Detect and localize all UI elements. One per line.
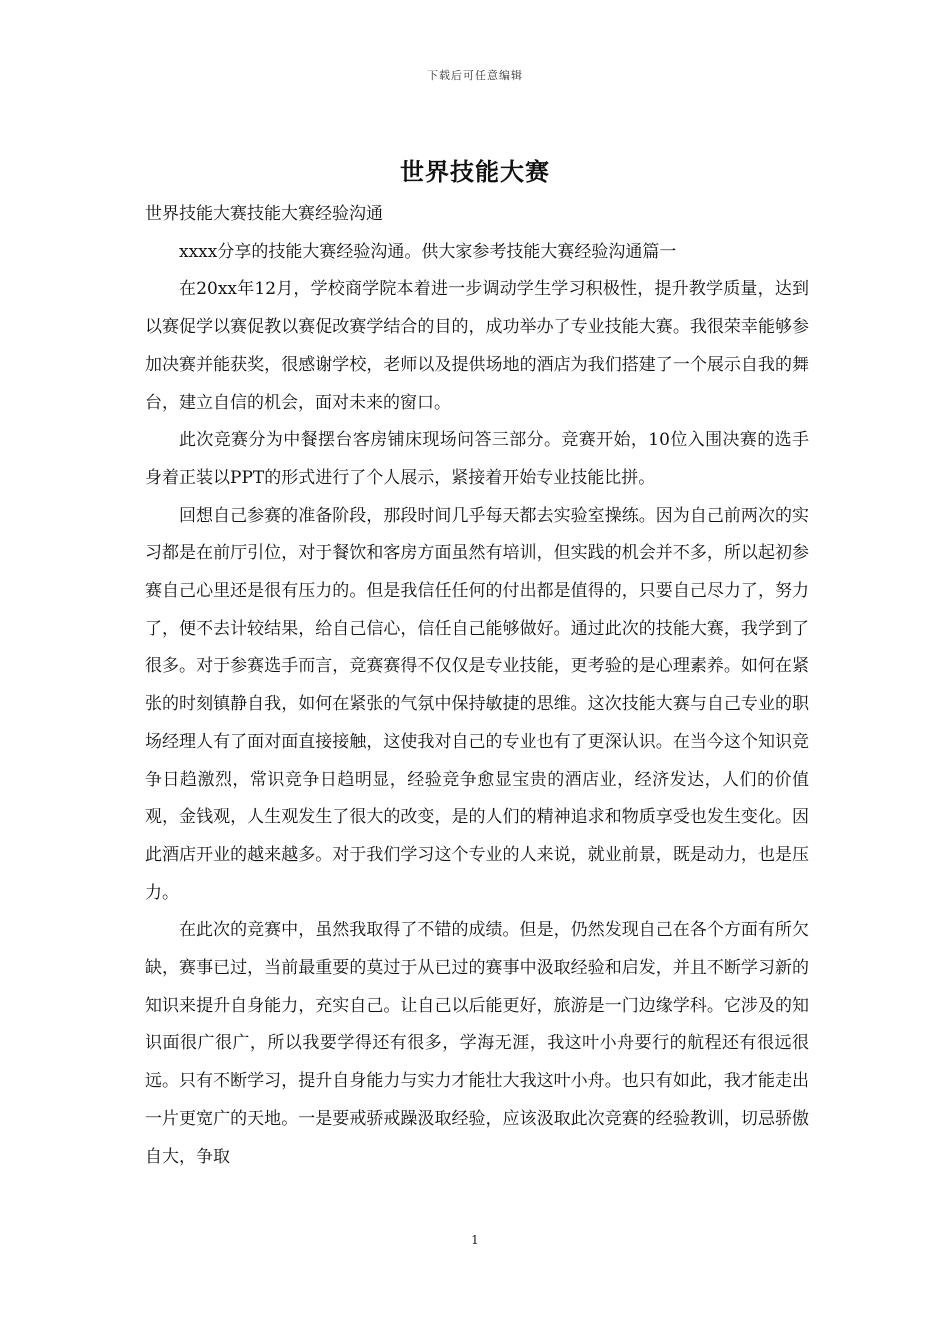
document-subtitle: 世界技能大赛技能大赛经验沟通 [145, 204, 383, 224]
document-body [145, 196, 809, 1176]
paragraph-event: 在20xx年12月，学校商学院本着进一步调动学生学习积极性，提升教学质量，达到以赛促学以赛促教以赛促改赛学结合的目的，成功举办了专业技能大赛。我很荣幸能够参加决赛并能获奖，很感谢学校，老师以及提供场地的酒店为我们搭建了一个展示自我的舞台，建立自信的机会，面对未来的窗口。 [145, 279, 809, 413]
header-note: 下载后可任意编辑 [427, 69, 523, 82]
page-number: 1 [471, 1233, 479, 1247]
document-title: 世界技能大赛 [400, 157, 550, 186]
paragraph-competition: 此次竞赛分为中餐摆台客房铺床现场问答三部分。竞赛开始，10位入围决赛的选手身着正装以PPT的形式进行了个人展示，紧接着开始专业技能比拼。 [145, 430, 809, 488]
paragraph-reflection: 在此次的竞赛中，虽然我取得了不错的成绩。但是，仍然发现自己在各个方面有所欠缺，赛事已过，当前最重要的莫过于从已过的赛事中汲取经验和启发，并且不断学习新的知识来提升自身能力，充实自己。让自己以后能更好，旅游是一门边缘学科。它涉及的知识面很广很广，所以我要学得还有很多，学海无涯，我这叶小舟要行的航程还有很远很远。只有不断学习，提升自身能力与实力才能壮大我这叶小舟。也只有如此，我才能走出一片更宽广的天地。一是要戒骄戒躁汲取经验，应该汲取此次竞赛的经验教训，切忌骄傲自大，争取 [145, 920, 809, 1167]
paragraph-intro: xxxx分享的技能大赛经验沟通。供大家参考技能大赛经验沟通篇一 [179, 241, 677, 262]
paragraph-preparation: 回想自己参赛的准备阶段，那段时间几乎每天都去实验室操练。因为自己前两次的实习都是在前厅引位，对于餐饮和客房方面虽然有培训，但实践的机会并不多，所以起初参赛自己心里还是很有压力的。但是我信任任何的付出都是值得的，只要自己尽力了，努力了，便不去计较结果，给自己信心，信任自己能够做好。通过此次的技能大赛，我学到了很多。对于参赛选手而言，竞赛赛得不仅仅是专业技能，更考验的是心理素养。如何在紧张的时刻镇静自我，如何在紧张的气氛中保持敏捷的思维。这次技能大赛与自己专业的职场经理人有了面对面直接接触，这使我对自己的专业也有了更深认识。在当今这个知识竞争日趋激烈，常识竞争日趋明显，经验竞争愈显宝贵的酒店业，经济发达，人们的价值观，金钱观，人生观发生了很大的改变，是的人们的精神追求和物质享受也发生变化。因此酒店开业的越来越多。对于我们学习这个专业的人来说，就业前景，既是动力，也是压力。 [145, 505, 809, 903]
